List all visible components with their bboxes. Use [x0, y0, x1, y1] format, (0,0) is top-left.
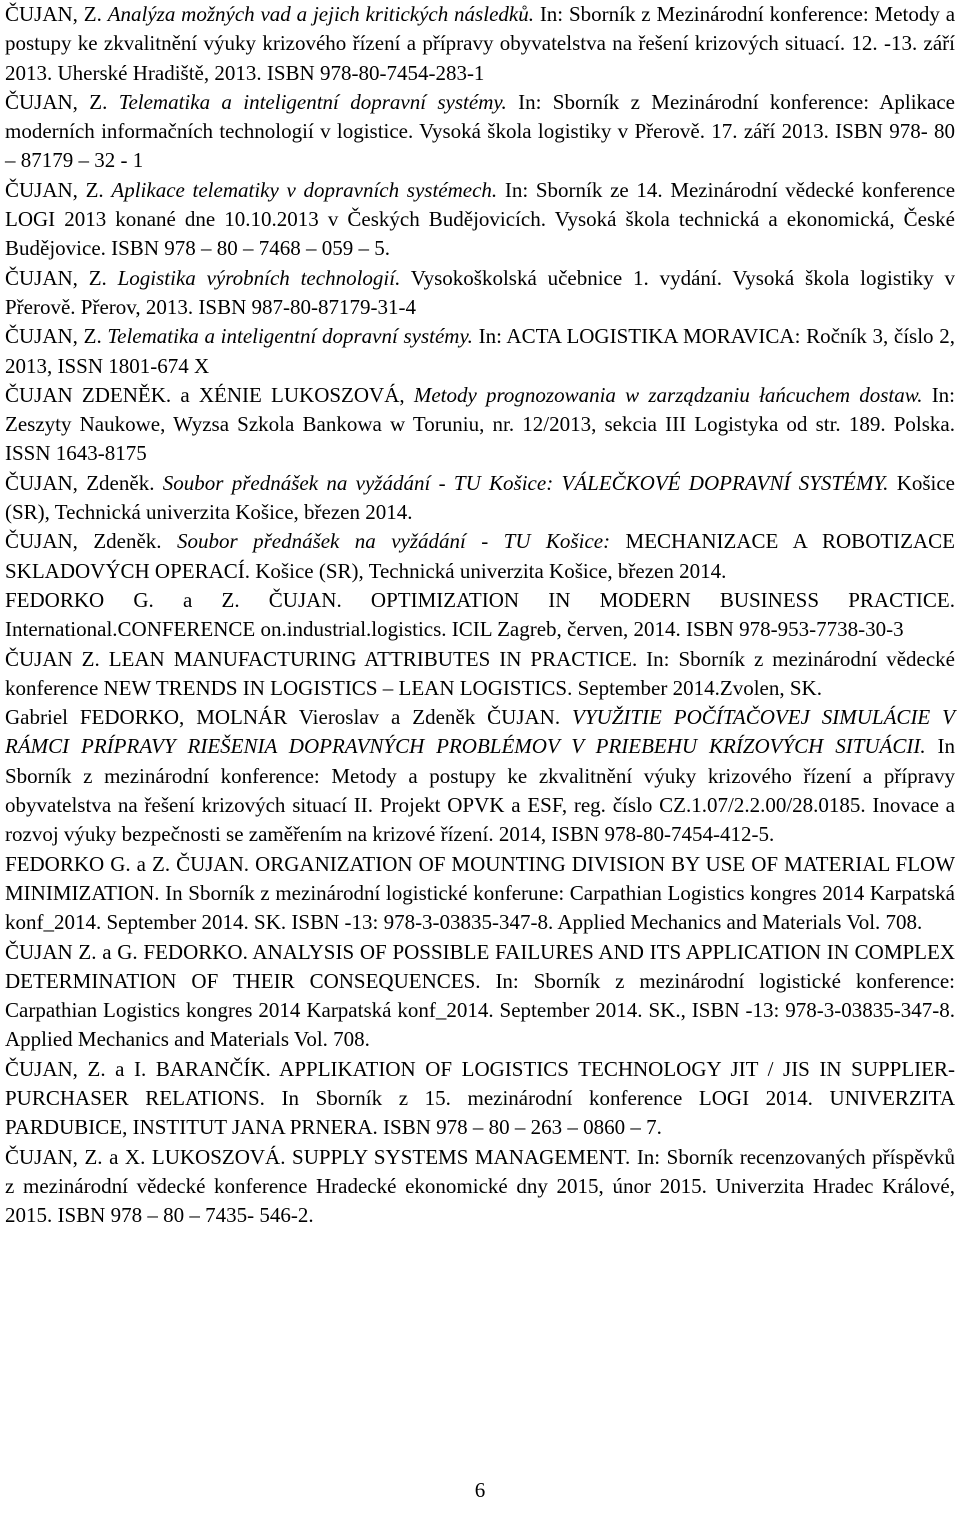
reference-title: Logistika výrobních technologií.: [117, 265, 401, 290]
reference-author: ČUJAN, Z.: [5, 265, 107, 290]
reference-entry: [5, 1055, 955, 1143]
reference-author: FEDORKO G. a Z. ČUJAN.: [5, 587, 342, 612]
reference-author: ČUJAN, Zdeněk.: [5, 470, 155, 495]
reference-author: ČUJAN Z.: [5, 646, 100, 671]
reference-title: Telematika a inteligentní dopravní systémy.: [107, 324, 473, 349]
reference-details: In: Sborník z Mezinárodní konference: Aplikace moderních informačních technologií v logistice. Vysoká škola logistiky v Přerově. 17. září 2013. ISBN 978- 80 – 87179 – 32 - 1: [5, 89, 956, 173]
reference-author: ČUJAN Z. a G. FEDORKO.: [5, 939, 248, 964]
reference-entry: [5, 0, 955, 88]
reference-entry: [5, 586, 955, 645]
reference-author: ČUJAN, Z.: [5, 89, 108, 114]
reference-details: In: Zeszyty Naukowe, Wyzsa Szkola Bankowa w Toruniu, nr. 12/2013, sekcia III Logistyka od str. 189. Polska. ISSN 1643-8175: [5, 382, 956, 466]
reference-details: In: Sborník z Mezinárodní konference: Metody a postupy ke zkvalitnění výuky krizového řízení a přípravy obyvatelstva na řešení krizových situací. 12. -13. září 2013. Uherské Hradiště, 2013. ISBN 978-80-7454-283-1: [5, 2, 956, 85]
reference-entry: [5, 1143, 955, 1231]
reference-entry: [5, 527, 955, 586]
reference-entry: [5, 176, 955, 264]
reference-entry: [5, 645, 955, 704]
reference-details: SUPPLY SYSTEMS MANAGEMENT. In: Sborník recenzovaných příspěvků z mezinárodní vědecké konference Hradecké ekonomické dny 2015, únor 2015. Univerzita Hradec Králové, 2015. ISBN 978 – 80 – 7435- 546-2.: [5, 1144, 956, 1228]
reference-details: ORGANIZATION OF MOUNTING DIVISION BY USE OF MATERIAL FLOW MINIMIZATION. In Sborník z mezinárodní logistické konferune: Carpathian Logistics kongres 2014 Karpatská konf_2014. September 2014. SK. ISBN -13: 978-3-03835-347-8. Applied Mechanics and Materials Vol. 708.: [5, 851, 956, 935]
reference-details: In Sborník z mezinárodní konference: Metody a postupy ke zkvalitnění výuky krizového řízení a přípravy obyvatelstva na řešení krizových situací II. Projekt OPVK a ESF, reg. číslo CZ.1.07/2.2.00/28.0185. Inovace a rozvoj výuky bezpečnosti se zaměřením na krizové řízení. 2014, ISBN 978-80-7454-412-5.: [5, 734, 955, 847]
reference-title: Analýza možných vad a jejich kritických následků.: [107, 2, 534, 26]
reference-entry: [5, 469, 955, 528]
reference-author: ČUJAN ZDENĚK. a XÉNIE LUKOSZOVÁ,: [5, 382, 405, 407]
reference-details: In: Sborník ze 14. Mezinárodní vědecké konference LOGI 2013 konané dne 10.10.2013 v Českých Budějovicích. Vysoká škola technická a ekonomická, České Budějovice. ISBN 978 – 80 – 7468 – 059 – 5.: [5, 177, 956, 261]
reference-entry: [5, 938, 955, 1055]
reference-details: LEAN MANUFACTURING ATTRIBUTES IN PRACTICE. In: Sborník z mezinárodní vědecké konference NEW TRENDS IN LOGISTICS – LEAN LOGISTICS. September 2014.Zvolen, SK.: [5, 646, 956, 700]
reference-author: ČUJAN, Zdeněk.: [5, 529, 162, 554]
reference-details: APPLIKATION OF LOGISTICS TECHNOLOGY JIT / JIS IN SUPPLIER- PURCHASER RELATIONS. In Sborník z 15. mezinárodní konference LOGI 2014. UNIVERZITA PARDUBICE, INSTITUT JANA PRNERA. ISBN 978 – 80 – 263 – 0860 – 7.: [5, 1056, 956, 1140]
reference-entry: [5, 850, 955, 938]
reference-author: ČUJAN, Z. a I. BARANČÍK.: [5, 1056, 271, 1081]
bibliography-list: [5, 0, 955, 1230]
reference-author: FEDORKO G. a Z. ČUJAN.: [5, 851, 250, 876]
reference-details: Vysokoškolská učebnice 1. vydání. Vysoká škola logistiky v Přerově. Přerov, 2013. ISBN 987-80-87179-31-4: [5, 265, 955, 319]
reference-details: Košice (SR), Technická univerzita Košice, březen 2014.: [5, 470, 956, 525]
reference-title: Aplikace telematiky v dopravních systémech.: [111, 177, 498, 202]
reference-details: ANALYSIS OF POSSIBLE FAILURES AND ITS APPLICATION IN COMPLEX DETERMINATION OF THEIR CONSEQUENCES. In: Sborník z mezinárodní logistické konference: Carpathian Logistics kongres 2014 Karpatská konf_2014. September 2014. SK., ISBN -13: 978-3-03835-347-8. Applied Mechanics and Materials Vol. 708.: [5, 939, 956, 1052]
reference-author: ČUJAN, Z.: [5, 2, 102, 26]
reference-title: Soubor přednášek na vyžádání - TU Košice:: [176, 529, 611, 554]
reference-details: OPTIMIZATION IN MODERN BUSINESS PRACTICE. International.CONFERENCE on.industrial.logistics. ICIL Zagreb, červen, 2014. ISBN 978-953-7738-30-3: [5, 587, 955, 642]
reference-title: Telematika a inteligentní dopravní systémy.: [118, 89, 507, 114]
reference-entry: [5, 703, 955, 849]
reference-entry: [5, 264, 955, 323]
reference-title: Metody prognozowania w zarządzaniu łańcuchem dostaw.: [413, 382, 923, 407]
reference-details: MECHANIZACE A ROBOTIZACE SKLADOVÝCH OPERACÍ. Košice (SR), Technická univerzita Košice, březen 2014.: [5, 529, 956, 583]
reference-entry: [5, 381, 955, 469]
reference-entry: [5, 322, 955, 381]
reference-details: In: ACTA LOGISTIKA MORAVICA: Ročník 3, číslo 2, 2013, ISSN 1801-674 X: [5, 324, 955, 378]
page-number: 6: [474, 1478, 486, 1502]
reference-title: VYUŽITIE POČÍTAČOVEJ SIMULÁCIE V RÁMCI PRÍPRAVY RIEŠENIA DOPRAVNÝCH PROBLÉMOV V PRIEBEHU KRÍZOVÝCH SITUÁCII.: [5, 705, 956, 759]
reference-author: ČUJAN, Z.: [5, 177, 104, 202]
reference-title: Soubor přednášek na vyžádání - TU Košice: VÁLEČKOVÉ DOPRAVNÍ SYSTÉMY.: [162, 470, 889, 495]
reference-author: Gabriel FEDORKO, MOLNÁR Vieroslav a Zdeněk ČUJAN.: [5, 705, 561, 730]
reference-author: ČUJAN, Z. a X. LUKOSZOVÁ.: [5, 1144, 286, 1169]
reference-entry: [5, 88, 955, 176]
reference-author: ČUJAN, Z.: [5, 324, 102, 349]
